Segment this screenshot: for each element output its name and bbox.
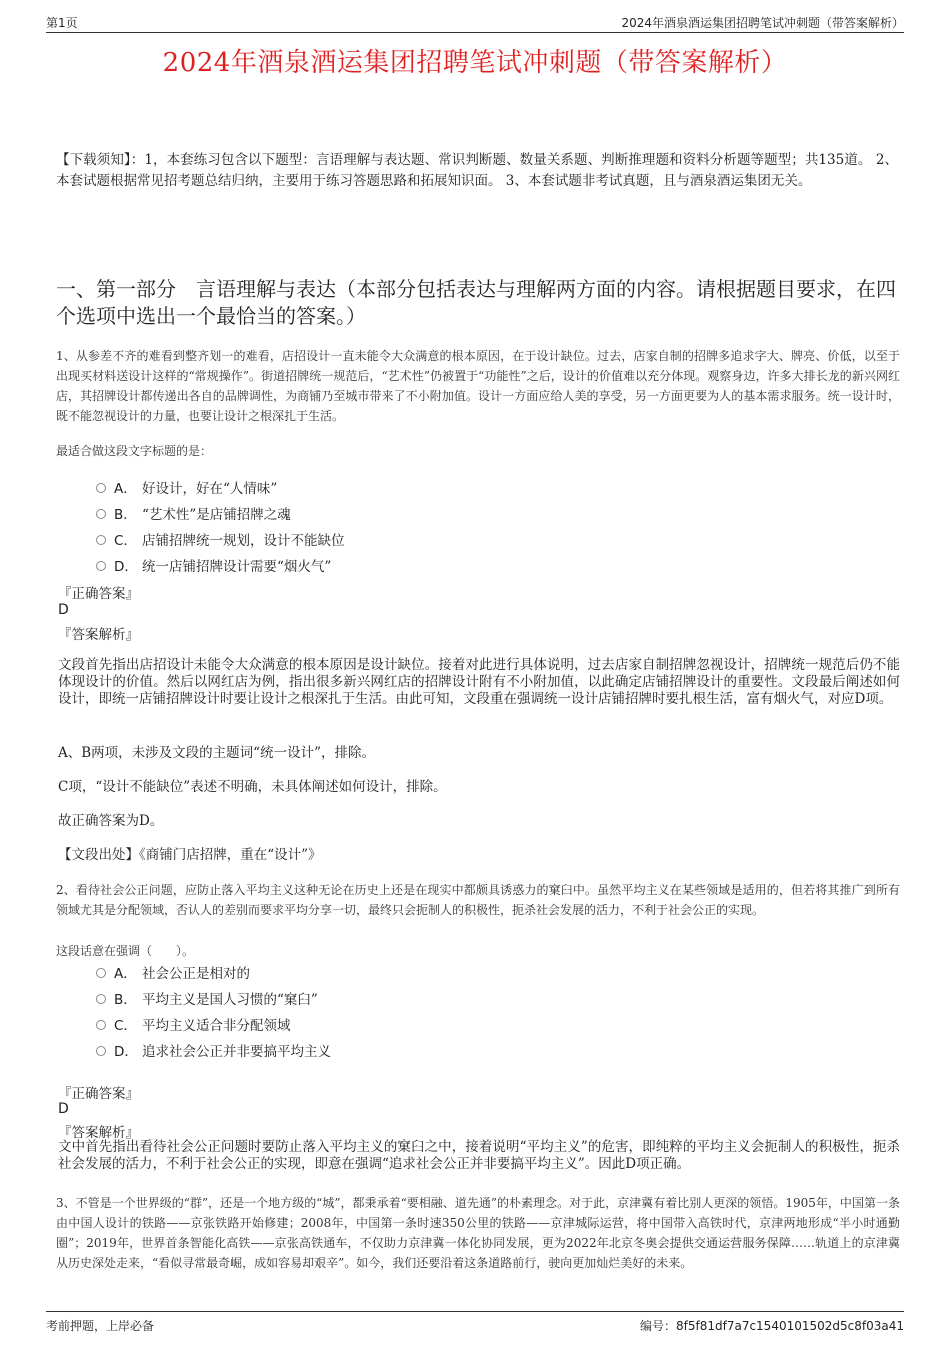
section-title: 一、第一部分 言语理解与表达（本部分包括表达与理解两方面的内容。请根据题目要求，在四个选项中选出一个最恰当的答案。） bbox=[56, 277, 896, 328]
q2-option-c[interactable]: C． 平均主义适合非分配领域 bbox=[96, 1014, 291, 1034]
q2-analysis: 文中首先指出看待社会公正问题时要防止落入平均主义的窠臼之中，接着说明“平均主义”的危害，即纯粹的平均主义会扼制人的积极性，扼杀社会发展的活力，不利于社会公正的实现，即意在强调“追求社会公正并非要搞平均主义”。因此D项正确。 bbox=[58, 1139, 900, 1172]
q1-source: 【文段出处】《商铺门店招牌，重在“设计”》 bbox=[58, 847, 322, 863]
q1-option-c[interactable]: C． 店铺招牌统一规划，设计不能缺位 bbox=[96, 529, 345, 549]
radio-icon[interactable] bbox=[96, 483, 106, 493]
page-header bbox=[46, 14, 904, 33]
radio-icon[interactable] bbox=[96, 1020, 106, 1030]
q2-option-d[interactable]: D． 追求社会公正并非要搞平均主义 bbox=[96, 1040, 331, 1060]
radio-icon[interactable] bbox=[96, 994, 106, 1004]
header-doc-title: 2024年酒泉酒运集团招聘笔试冲刺题（带答案解析） bbox=[621, 16, 904, 30]
q2-analysis-label: 『答案解析』 bbox=[58, 1125, 139, 1141]
q1-analysis-c: C项，“设计不能缺位”表述不明确，未具体阐述如何设计，排除。 bbox=[58, 779, 447, 795]
q2-answer-label: 『正确答案』 bbox=[58, 1086, 139, 1102]
q1-analysis-label: 『答案解析』 bbox=[58, 627, 139, 643]
question-2-stem: 2、看待社会公正问题，应防止落入平均主义这种无论在历史上还是在现实中都颇具诱惑力的窠臼中。虽然平均主义在某些领域是适用的，但若将其推广到所有领域尤其是分配领域，否认人的差别而要求平均分享一切，最终只会扼制人的积极性，扼杀社会发展的活力，不利于社会公正的实现。 bbox=[56, 883, 900, 917]
radio-icon[interactable] bbox=[96, 561, 106, 571]
q2-option-b[interactable]: B． 平均主义是国人习惯的“窠臼” bbox=[96, 988, 318, 1008]
download-notice: 【下载须知】：1，本套练习包含以下题型：言语理解与表达题、常识判断题、数量关系题、判断推理题和资料分析题等题型；共135道。 2、本套试题根据常见招考题总结归纳，主要用于练习答题思路和拓展知识面。 3、本套试题非考试真题，且与酒泉酒运集团无关。 bbox=[56, 152, 898, 189]
question-1-stem: 1、从参差不齐的难看到整齐划一的难看，店招设计一直未能令大众满意的根本原因，在于设计缺位。过去，店家自制的招牌多追求字大、牌亮、价低，以至于出现买材料送设计这样的“常规操作”。街道招牌统一规范后，“艺术性”仍被置于“功能性”之后，设计的价值难以充分体现。观察身边，许多大排长龙的新兴网红店，其招牌设计都传递出各自的品牌调性，为商铺乃至城市带来了不小附加值。设计一方面应给人美的享受，另一方面更要为人的基本需求服务。统一设计时，既不能忽视设计的力量，也要让设计之根深扎于生活。 bbox=[56, 349, 900, 423]
radio-icon[interactable] bbox=[96, 509, 106, 519]
footer-slogan: 考前押题，上岸必备 bbox=[46, 1319, 155, 1333]
radio-icon[interactable] bbox=[96, 1046, 106, 1056]
q1-analysis-ab: A、B两项，未涉及文段的主题词“统一设计”，排除。 bbox=[58, 745, 375, 761]
question-2-prompt: 这段话意在强调（ ）。 bbox=[56, 944, 195, 958]
question-3-stem: 3、不管是一个世界级的“群”，还是一个地方级的“城”，都秉承着“要相融、道先通”的朴素理念。对于此，京津冀有着比别人更深的领悟。1905年，中国第一条由中国人设计的铁路——京张铁路开始修建；2008年，中国第一条时速350公里的铁路——京津城际运营，将中国带入高铁时代，京津两地形成“半小时通勤圈”；2019年，世界首条智能化高铁——京张高铁通车，不仅助力京津冀一体化协同发展，更为2022年北京冬奥会提供交通运营服务保障……轨道上的京津冀从历史深处走来，“看似寻常最奇崛，成如容易却艰辛”。如今，我们还要沿着这条道路前行，驶向更加灿烂美好的未来。 bbox=[56, 1196, 900, 1270]
q1-option-b[interactable]: B． “艺术性”是店铺招牌之魂 bbox=[96, 503, 291, 523]
question-1-prompt: 最适合做这段文字标题的是： bbox=[56, 444, 213, 458]
q1-analysis-conclusion: 故正确答案为D。 bbox=[58, 813, 164, 829]
radio-icon[interactable] bbox=[96, 968, 106, 978]
q1-answer: D bbox=[58, 602, 69, 618]
page-number: 第1页 bbox=[46, 16, 78, 30]
radio-icon[interactable] bbox=[96, 535, 106, 545]
document-title: 2024年酒泉酒运集团招聘笔试冲刺题（带答案解析） bbox=[162, 48, 788, 78]
q2-option-a[interactable]: A． 社会公正是相对的 bbox=[96, 962, 250, 982]
page-footer bbox=[46, 1311, 904, 1334]
q1-option-a[interactable]: A． 好设计，好在“人情味” bbox=[96, 477, 277, 497]
q1-answer-label: 『正确答案』 bbox=[58, 586, 139, 602]
footer-code: 编号：8f5f81df7a7c1540101502d5c8f03a41 bbox=[639, 1319, 904, 1333]
q1-analysis-main: 文段首先指出店招设计未能令大众满意的根本原因是设计缺位。接着对此进行具体说明，过去店家自制招牌忽视设计，招牌统一规范后仍不能体现设计的价值。然后以网红店为例，指出很多新兴网红店的招牌设计附有不小附加值，以此确定店铺招牌设计的重要性。文段最后阐述如何设计，即统一店铺招牌设计时要让设计之根深扎于生活。由此可知，文段重在强调统一设计店铺招牌时要扎根生活，富有烟火气，对应D项。 bbox=[58, 657, 900, 707]
q2-answer: D bbox=[58, 1101, 69, 1117]
q1-option-d[interactable]: D． 统一店铺招牌设计需要“烟火气” bbox=[96, 555, 331, 575]
